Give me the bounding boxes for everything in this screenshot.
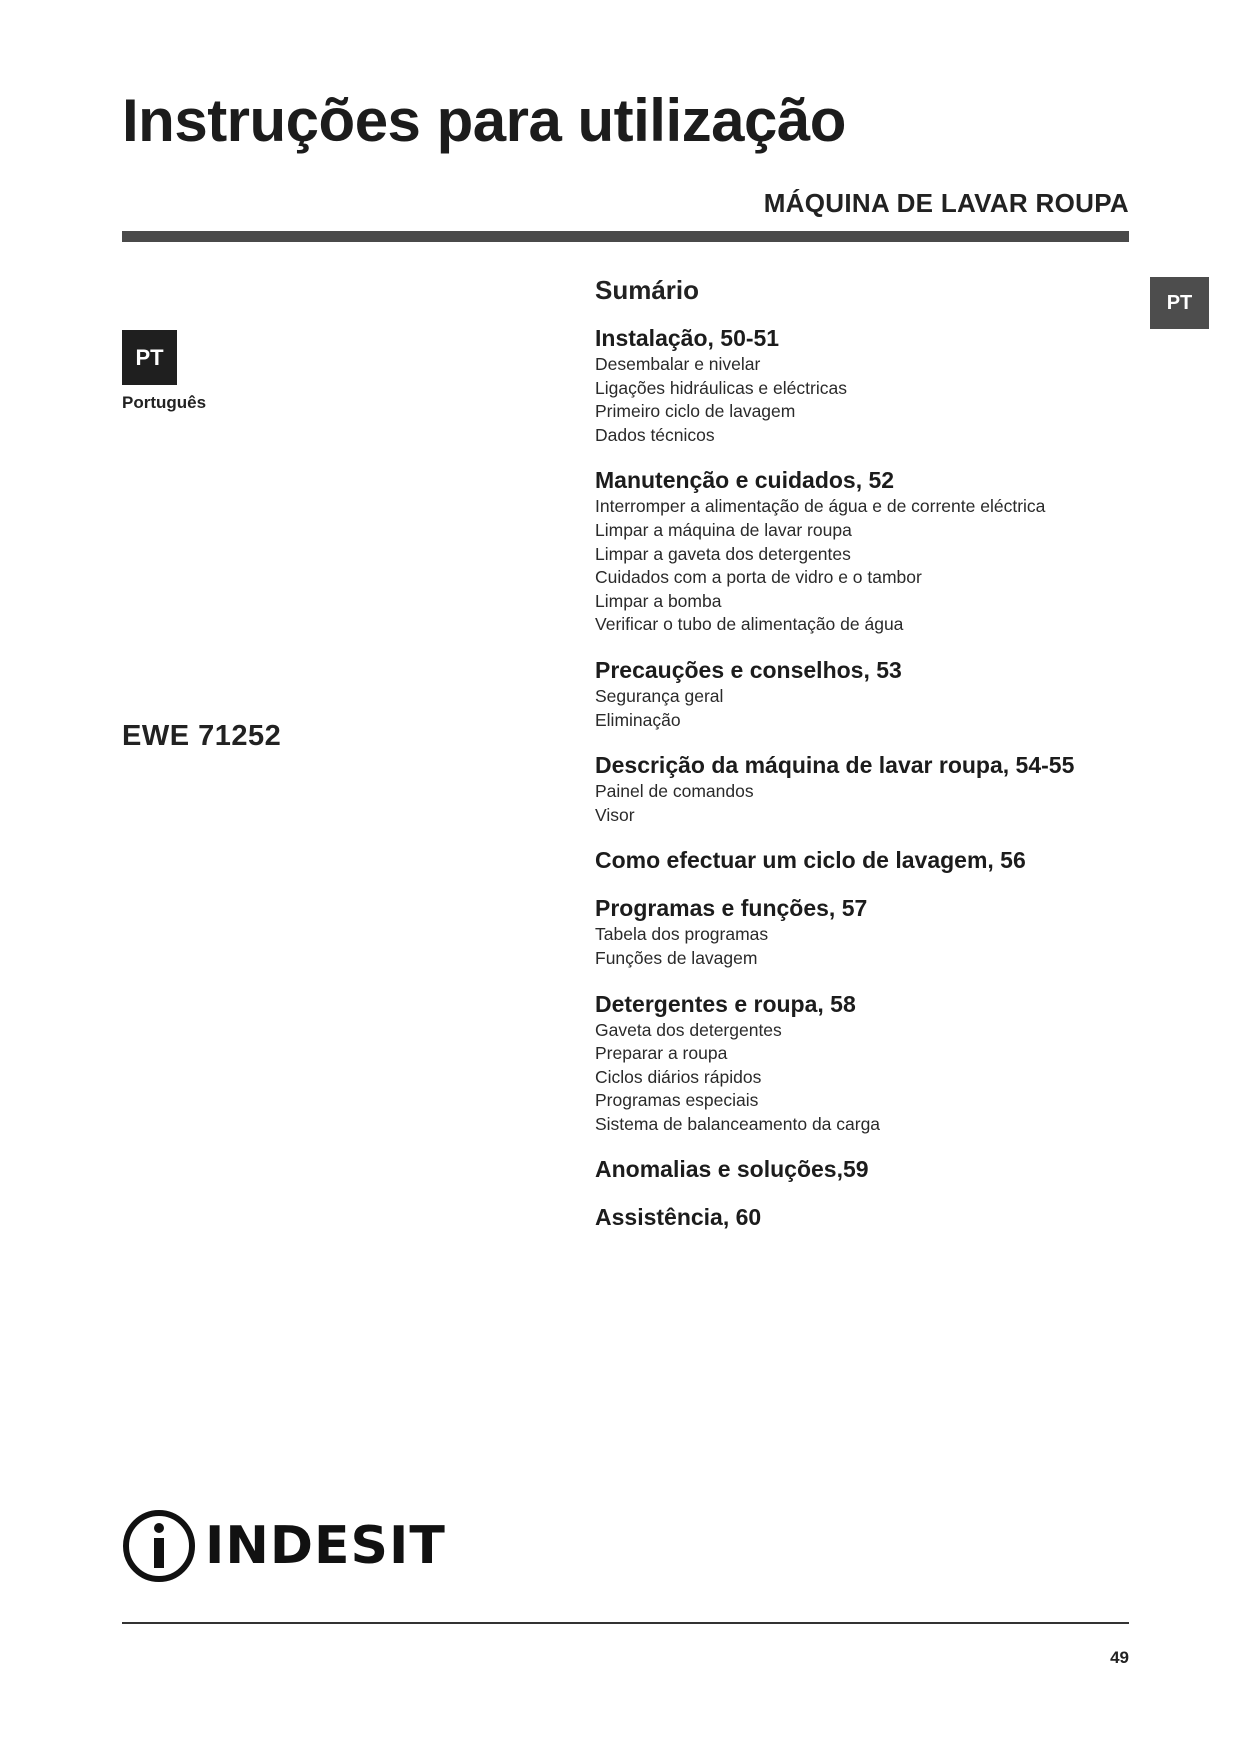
toc-item[interactable]: Programas especiais: [595, 1090, 759, 1111]
toc-section: [595, 465, 1155, 637]
toc-item[interactable]: Dados técnicos: [595, 424, 715, 445]
toc-item[interactable]: Eliminação: [595, 709, 681, 730]
toc-section: [595, 1154, 1155, 1184]
brand-name: INDESIT: [205, 1515, 446, 1576]
toc-item[interactable]: Preparar a roupa: [595, 1043, 728, 1064]
toc-item[interactable]: Segurança geral: [595, 685, 724, 706]
toc-item[interactable]: Painel de comandos: [595, 781, 754, 802]
toc-section: [595, 750, 1155, 827]
toc-section-title[interactable]: Assistência, 60: [595, 1204, 762, 1231]
toc-item[interactable]: Gaveta dos detergentes: [595, 1019, 782, 1040]
page-subtitle: MÁQUINA DE LAVAR ROUPA: [763, 188, 1129, 218]
toc-section: [595, 845, 1155, 875]
toc-item[interactable]: Ligações hidráulicas e eléctricas: [595, 377, 847, 398]
toc-heading: Sumário: [595, 275, 700, 305]
footer-divider: [122, 1622, 1129, 1624]
toc-section-title[interactable]: Detergentes e roupa, 58: [595, 990, 856, 1017]
toc-section-title[interactable]: Como efectuar um ciclo de lavagem, 56: [595, 847, 1026, 874]
header-divider-bar: [122, 231, 1129, 242]
toc-item[interactable]: Limpar a máquina de lavar roupa: [595, 519, 852, 540]
language-name: Português: [122, 393, 207, 412]
toc-section: [595, 323, 1155, 447]
toc-section-title[interactable]: Programas e funções, 57: [595, 895, 868, 922]
model-number: EWE 71252: [122, 720, 282, 752]
toc-section: [595, 1202, 1155, 1232]
table-of-contents: [595, 272, 1155, 1250]
toc-item[interactable]: Cuidados com a porta de vidro e o tambor: [595, 567, 922, 588]
toc-item[interactable]: Desembalar e nivelar: [595, 354, 761, 374]
toc-item[interactable]: Verificar o tubo de alimentação de água: [595, 614, 904, 635]
toc-section-title[interactable]: Anomalias e soluções,59: [595, 1156, 869, 1183]
toc-item[interactable]: Limpar a bomba: [595, 590, 722, 611]
toc-section-title[interactable]: Descrição da máquina de lavar roupa, 54-55: [595, 752, 1075, 779]
language-tab[interactable]: PT: [1150, 277, 1209, 329]
page-title: Instruções para utilização: [122, 87, 846, 154]
toc-item[interactable]: Funções de lavagem: [595, 947, 758, 968]
toc-item[interactable]: Primeiro ciclo de lavagem: [595, 401, 796, 422]
toc-item[interactable]: Visor: [595, 804, 635, 825]
toc-item[interactable]: Limpar a gaveta dos detergentes: [595, 543, 851, 564]
toc-section: [595, 655, 1155, 732]
toc-section: [595, 989, 1155, 1137]
toc-item[interactable]: Interromper a alimentação de água e de corrente eléctrica: [595, 496, 1046, 517]
language-badge: PT: [122, 330, 177, 385]
toc-section-title[interactable]: Instalação, 50-51: [595, 325, 780, 351]
toc-section-title[interactable]: Precauções e conselhos, 53: [595, 656, 902, 683]
toc-item[interactable]: Tabela dos programas: [595, 924, 769, 945]
toc-section-title[interactable]: Manutenção e cuidados, 52: [595, 467, 895, 494]
info-circle-icon: [121, 1508, 197, 1584]
toc-item[interactable]: Ciclos diários rápidos: [595, 1066, 762, 1087]
toc-item[interactable]: Sistema de balanceamento da carga: [595, 1113, 881, 1134]
toc-sections: [595, 323, 1155, 1232]
toc-section: [595, 893, 1155, 970]
page-number: 49: [1110, 1648, 1129, 1667]
brand-logo: [121, 1508, 446, 1583]
